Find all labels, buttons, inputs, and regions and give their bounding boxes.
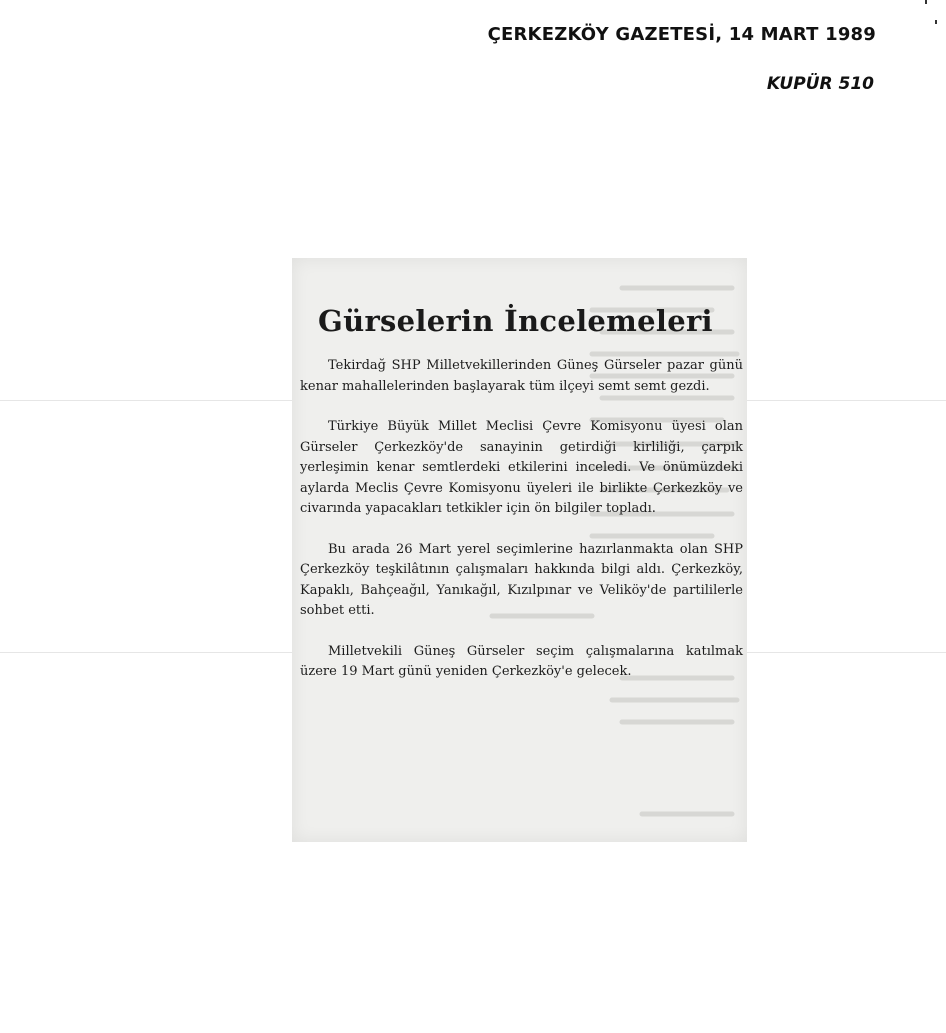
newspaper-clipping bbox=[292, 258, 747, 842]
article-paragraph: Tekirdağ SHP Milletvekillerinden Güneş Gürseler pazar günü kenar mahallelerinden başlayarak tüm ilçeyi semt semt gezdi. bbox=[300, 358, 743, 394]
article-body bbox=[300, 304, 743, 703]
article-paragraph: Türkiye Büyük Millet Meclisi Çevre Komisyonu üyesi olan Gürseler Çerkezköy'de sanayinin getirdiği kirliliği, çarpık yerleşimin kenar semtlerdeki etkilerini inceledi. Ve önümüzdeki aylarda Meclis Çevre Komisyonu üyeleri ile birlikte Çerkezköy ve civarında yapacakları tetkikler için ön bilgiler topladı. bbox=[300, 419, 743, 516]
article-headline: Gürselerin İncelemeleri bbox=[318, 304, 713, 338]
scan-speck bbox=[935, 20, 937, 24]
newspaper-date-line: ÇERKEZKÖY GAZETESİ, 14 MART 1989 bbox=[487, 24, 876, 45]
article-paragraph: Milletvekili Güneş Gürseler seçim çalışmalarına katılmak üzere 19 Mart günü yeniden Çerkezköy'e gelecek. bbox=[300, 643, 743, 679]
clipping-number: KUPÜR 510 bbox=[766, 74, 874, 94]
article-paragraph: Bu arada 26 Mart yerel seçimlerine hazırlanmakta olan SHP Çerkezköy teşkilâtının çalışmaları hakkında bilgi aldı. Çerkezköy, Kapaklı, Bahçeağıl, Yanıkağıl, Kızılpınar ve Veliköy'de partililerle sohbet etti. bbox=[300, 541, 743, 618]
scan-speck bbox=[925, 0, 927, 4]
